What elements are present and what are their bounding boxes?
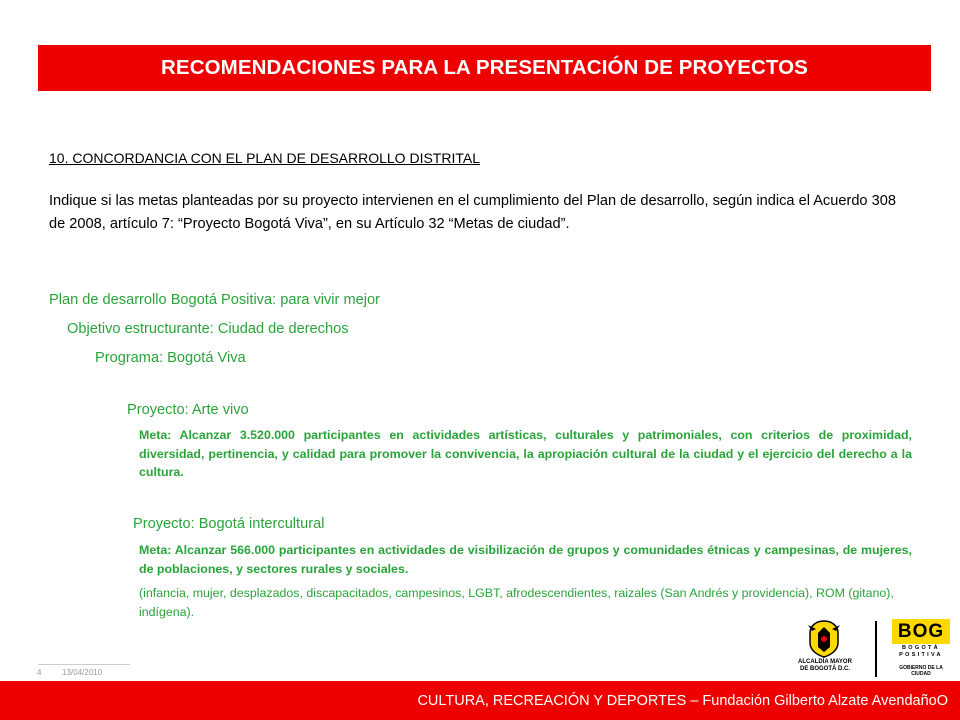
slide-title: RECOMENDACIONES PARA LA PRESENTACIÓN DE PROYECTOS [161,56,808,79]
footer-divider [38,664,130,665]
population-note: (infancia, mujer, desplazados, discapacitados, campesinos, LGBT, afrodescendientes, raizales (San Andrés y providencia), ROM (gitano), indígena). [139,586,894,619]
meta-arte-vivo: Meta: Alcanzar 3.520.000 participantes en actividades artísticas, culturales y patrimoniales, con criterios de proximidad, diversidad, pertinencia, y calidad para promover la convivencia, la apropiación cultural de la ciudad y el ejercicio del derecho a la cultura. [139,428,912,479]
section-heading: 10. CONCORDANCIA CON EL PLAN DE DESARROLLO DISTRITAL [49,150,480,166]
program-line: Programa: Bogotá Viva [95,350,246,366]
logo-divider [875,621,877,677]
bog-logo-title: BOG [892,619,950,644]
intro-paragraph: Indique si las metas planteadas por su proyecto intervienen en el cumplimiento del Plan de desarrollo, según indica el Acuerdo 308 de 2008, artículo 7: “Proyecto Bogotá Viva”, en su Artículo 32 “Metas de ciudad”. [49,193,896,232]
bogota-crest-icon [794,617,854,679]
bogota-positiva-logo [892,619,950,677]
footer-text: CULTURA, RECREACIÓN Y DEPORTES – Fundación Gilberto Alzate AvendañoO [417,692,948,709]
logo-area [794,617,954,679]
slide-date: 13/04/2010 [62,668,103,677]
meta-bogota-intercultural: Meta: Alcanzar 566.000 participantes en actividades de visibilización de grupos y comunidades étnicas y campesinas, de mujeres, de poblaciones, y sectores rurales y sociales. [139,543,912,576]
project-bogota-intercultural: Proyecto: Bogotá intercultural [133,516,325,532]
page-number: 4 [37,668,42,677]
bog-logo-footer: GOBIERNO DE LA CIUDAD [899,665,943,677]
project-arte-vivo: Proyecto: Arte vivo [127,402,249,418]
objective-line: Objetivo estructurante: Ciudad de derechos [67,321,349,337]
title-banner [38,45,931,91]
alcaldia-label: ALCALDÍA MAYOR DE BOGOTÁ D.C. [798,659,852,672]
bog-logo-subtitle: BOGOTÁ POSITIVA [899,645,943,658]
plan-line: Plan de desarrollo Bogotá Positiva: para vivir mejor [49,292,380,308]
footer-bar [0,681,960,720]
